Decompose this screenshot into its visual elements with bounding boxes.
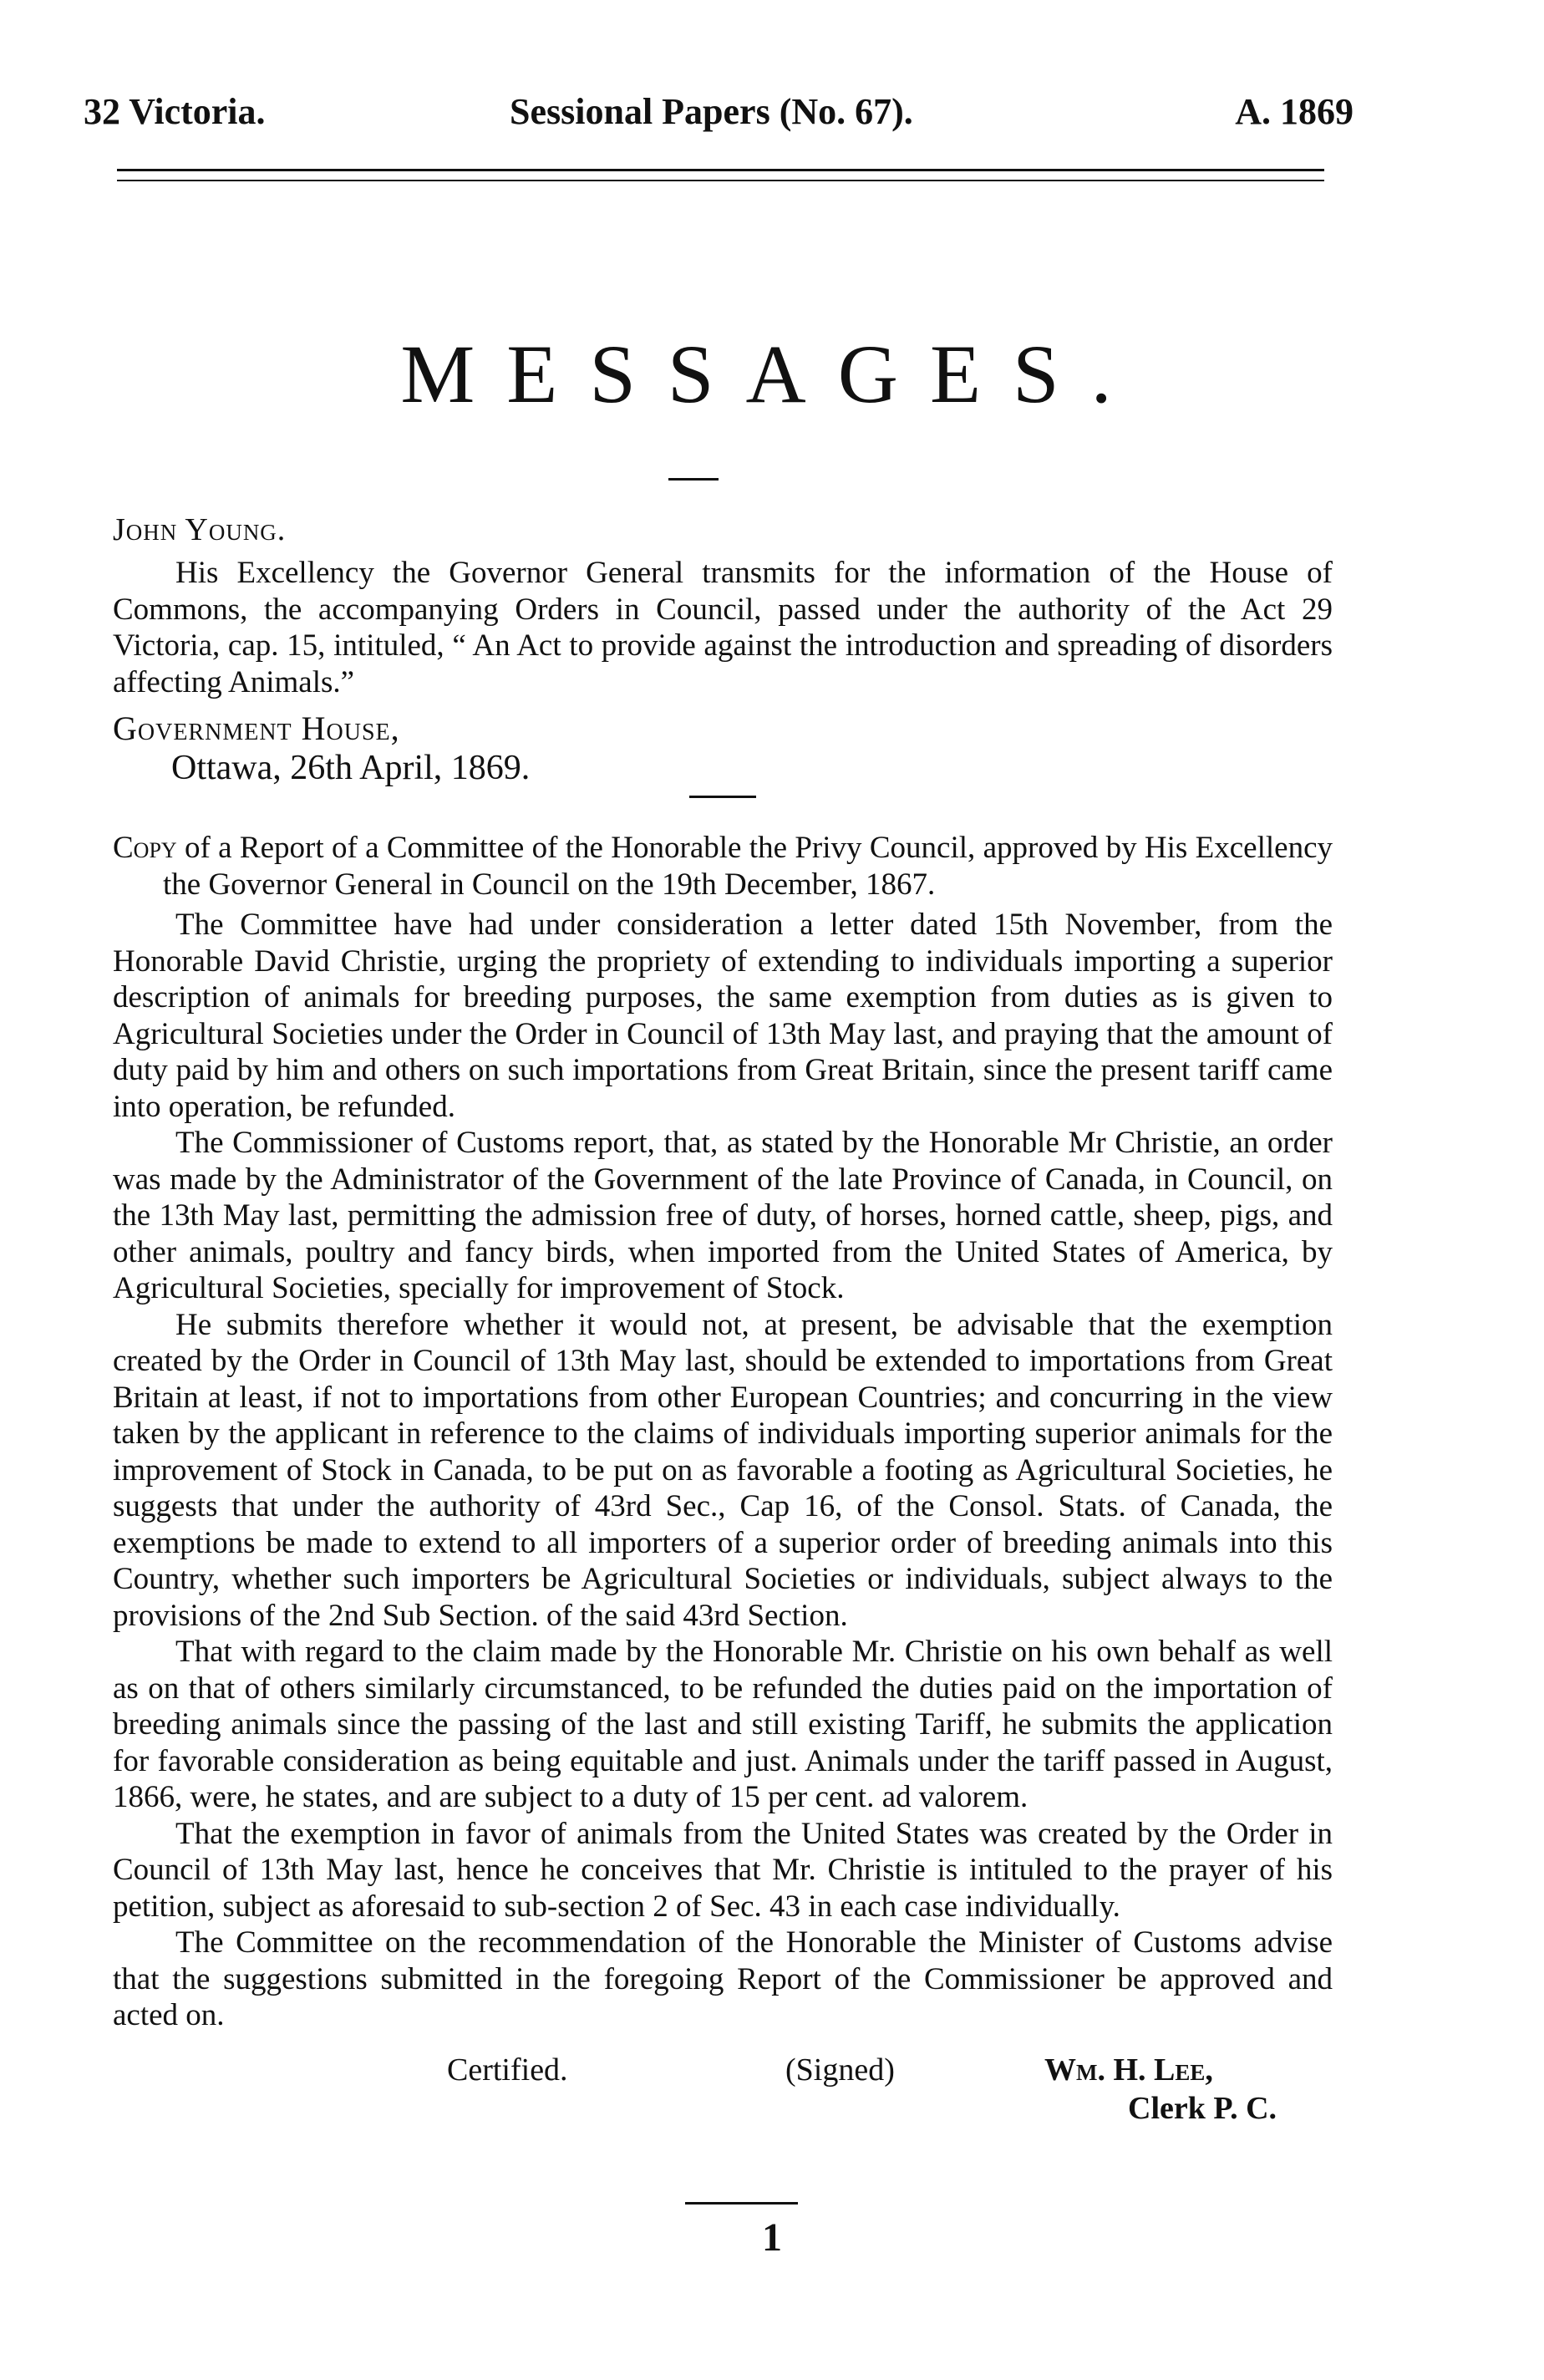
report-paragraph: The Committee on the recommendation of the Honorable the Minister of Customs advise that the suggestions submitted in the foregoing Report of the Commissioner be approved and acted on. xyxy=(113,1925,1333,2032)
report-heading xyxy=(113,830,1333,903)
header-double-rule xyxy=(117,169,1324,181)
page-number: 1 xyxy=(762,2215,782,2260)
signature-block xyxy=(0,2052,1544,2135)
report-paragraph: He submits therefore whether it would not, at present, be advisable that the exemption created by the Order in Council of 13th May last, should be extended to importations from Great Britain at least, if not to importations from other European Countries; and concurring in the view taken by the applicant in reference to the claims of individuals importing superior animals for the improvement of Stock in Canada, to be put on as favorable a footing as Agricultural Societies, he suggests that under the authority of 43rd Sec., Cap 16, of the Consol. Stats. of Canada, the exemptions be made to extend to all importers of a superior order of breeding animals into this Country, whether such importers be Agricultural Societies or individuals, subject always to the provisions of the 2nd Sub Section. of the said 43rd Section. xyxy=(113,1307,1333,1633)
report-paragraph: That with regard to the claim made by the Honorable Mr. Christie on his own behalf as well as on that of others similarly circumstanced, to be refunded the duties paid on the importation of breeding animals since the passing of the last and still existing Tariff, he submits the application for favorable consideration as being equitable and just. Animals under the tariff passed in August, 1866, were, he states, and are subject to a duty of 15 per cent. ad valorem. xyxy=(113,1635,1333,1814)
signatory-name: Wm. H. Lee, xyxy=(1044,2052,1213,2088)
title-divider xyxy=(668,478,719,481)
message-date: Ottawa, 26th April, 1869. xyxy=(171,749,531,787)
header-volume: 32 Victoria. xyxy=(84,91,266,132)
header-sessional-papers: Sessional Papers (No. 67). xyxy=(510,91,913,132)
signatory-title: Clerk P. C. xyxy=(1128,2091,1277,2126)
certified-label: Certified. xyxy=(447,2052,568,2088)
message-paragraph: His Excellency the Governor General transmits for the information of the House of Commons, the accompanying Orders in Council, passed under the authority of the Act 29 Victoria, cap. 15, intituled, “ An Act to provide against the introduction and spreading of disorders affecting Animals.” xyxy=(113,556,1333,699)
signed-label: (Signed) xyxy=(785,2052,895,2088)
report-body xyxy=(113,907,1333,2034)
header-year: A. 1869 xyxy=(1235,91,1354,132)
page-title: MESSAGES. xyxy=(400,328,1144,420)
report-paragraph: The Committee have had under consideration a letter dated 15th November, from the Honorable David Christie, urging the propriety of extending to individuals importing a superior description of animals for breeding purposes, the same exemption from duties as is given to Agricultural Societies under the Order in Council of 13th May last, and praying that the amount of duty paid by him and others on such importations from Great Britain, since the present tariff came into operation, be refunded. xyxy=(113,908,1333,1124)
report-heading-lead: Copy xyxy=(113,831,177,865)
footer-divider xyxy=(685,2202,798,2205)
report-paragraph: The Commissioner of Customs report, that, as stated by the Honorable Mr Christie, an order was made by the Administrator of the Government of the late Province of Canada, in Council, on the 13th May last, permitting the admission free of duty, of horses, horned cattle, sheep, pigs, and other animals, poultry and fancy birds, when imported from the United States of America, by Agricultural Societies, specially for improvement of Stock. xyxy=(113,1126,1333,1305)
message-signer: John Young. xyxy=(113,512,287,547)
report-paragraph: That the exemption in favor of animals from the United States was created by the Order in Council of 13th May last, hence he conceives that Mr. Christie is intituled to the prayer of his petition, subject as aforesaid to sub-section 2 of Sec. 43 in each case individually. xyxy=(113,1816,1333,1924)
section-divider xyxy=(689,796,756,798)
report-heading-text: of a Report of a Committee of the Honorable the Privy Council, approved by His Excellency the Governor General in Council on the 19th December, 1867. xyxy=(163,831,1333,902)
running-header xyxy=(84,90,1354,140)
message-location: Government House, xyxy=(113,709,400,747)
